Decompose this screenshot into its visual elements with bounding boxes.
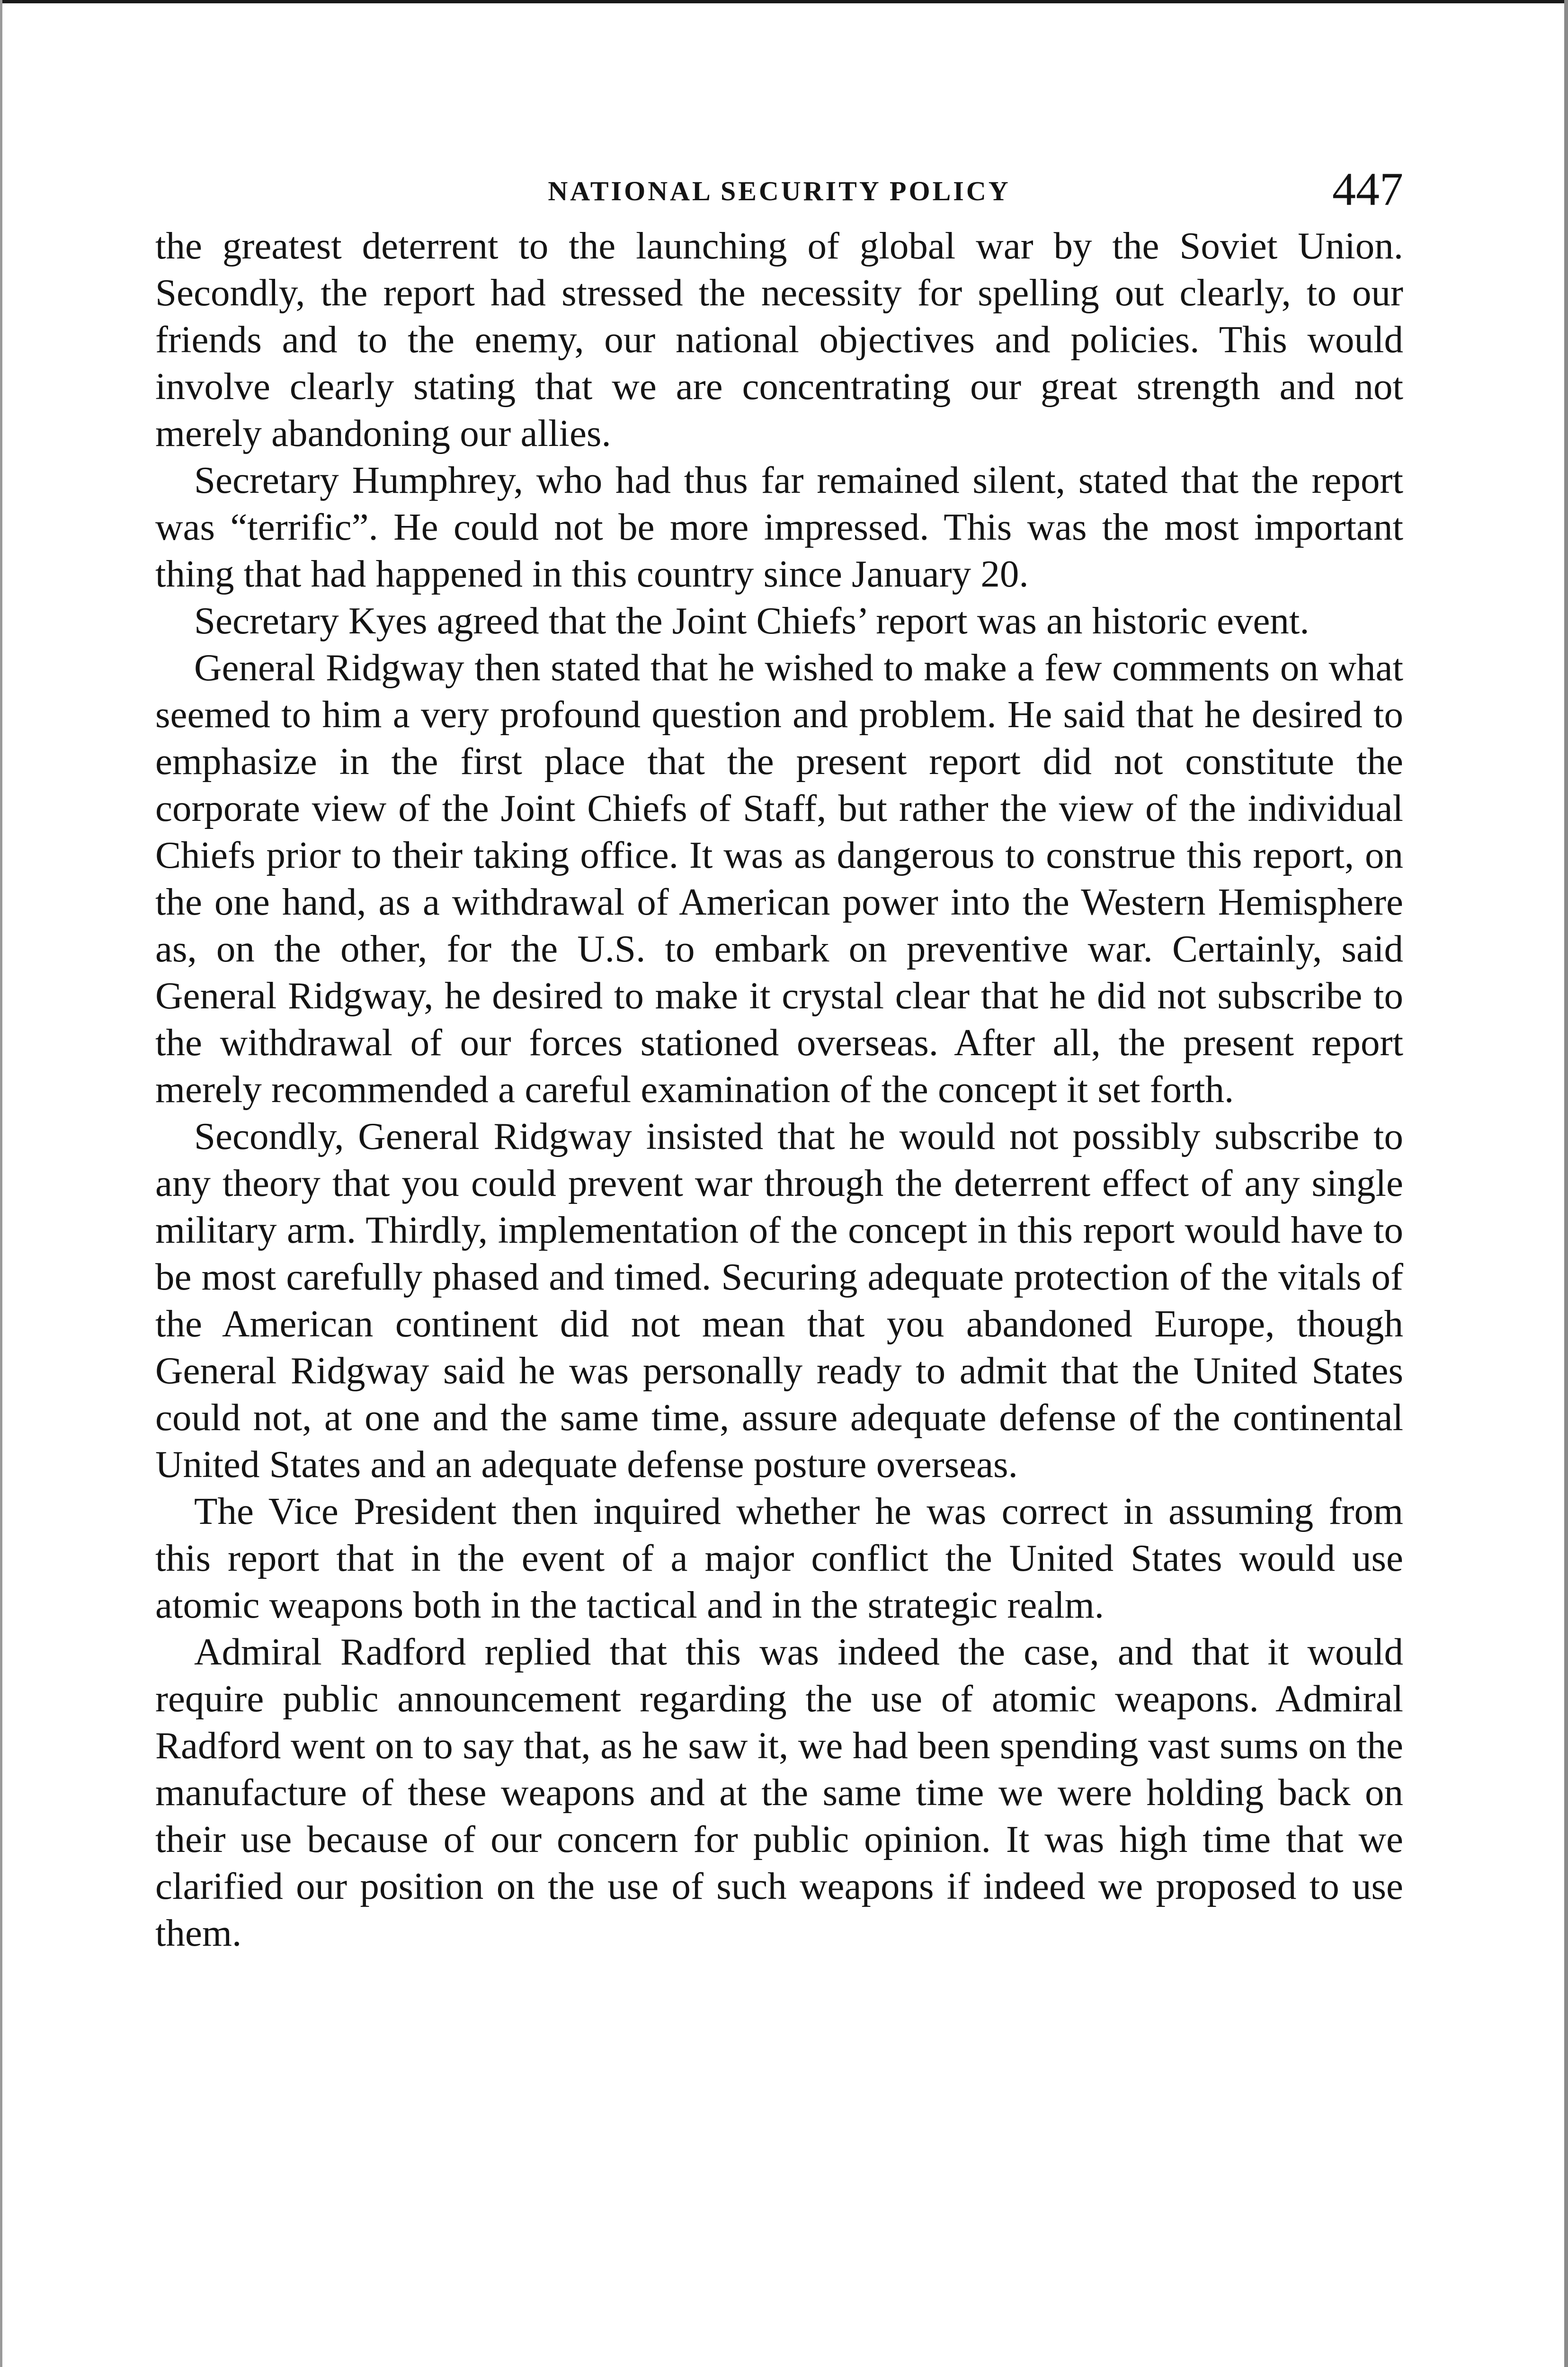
scan-edge-right [1564, 0, 1568, 2367]
paragraph-continued: the greatest deterrent to the launching of global war by the Soviet Union. Secondly, the report had stressed the necessity for spelling out clearly, to our friends and to the enemy, our national objectives and policies. This would involve clearly stating that we are concentrating our great strength and not merely abandoning our allies. [155, 224, 1403, 454]
document-page [155, 161, 1403, 1957]
running-head [155, 161, 1403, 222]
paragraph-ridgway-secondly: Secondly, General Ridgway insisted that he would not possibly subscribe to any theory that you could prevent war through the deterrent effect of any single military arm. Thirdly, implementation of the concept in this report would have to be most carefully phased and timed. Securing adequate protection of the vitals of the American continent did not mean that you abandoned Europe, though General Ridgway said he was personally ready to admit that the United States could not, at one and the same time, assure adequate defense of the continental United States and an adequate defense posture overseas. [155, 1115, 1403, 1486]
paragraph-radford: Admiral Radford replied that this was indeed the case, and that it would require public announcement regarding the use of atomic weapons. Admiral Radford went on to say that, as he saw it, we had been spending vast sums on the manufacture of these weapons and at the same time we were holding back on their use because of our concern for public opinion. It was high time that we clarified our position on the use of such weapons if indeed we proposed to use them. [155, 1630, 1403, 1954]
running-title: NATIONAL SECURITY POLICY [548, 176, 1011, 206]
page-number: 447 [1332, 163, 1403, 215]
paragraph-vice-president: The Vice President then inquired whether he was correct in assuming from this report that in the event of a major conflict the United States would use atomic weapons both in the tactical and in the strategic realm. [155, 1490, 1403, 1626]
paragraph-humphrey: Secretary Humphrey, who had thus far remained silent, stated that the report was “terrific”. He could not be more impressed. This was the most important thing that had happened in this country since January 20. [155, 459, 1403, 595]
body-text [155, 222, 1403, 1957]
paragraph-kyes: Secretary Kyes agreed that the Joint Chiefs’ report was an historic event. [194, 599, 1310, 642]
paragraph-ridgway-comments: General Ridgway then stated that he wished to make a few comments on what seemed to him a very profound question and problem. He said that he desired to emphasize in the first place that the present report did not constitute the corporate view of the Joint Chiefs of Staff, but rather the view of the individual Chiefs prior to their taking office. It was as dangerous to construe this report, on the one hand, as a withdrawal of American power into the Western Hemisphere as, on the other, for the U.S. to embark on preventive war. Certainly, said General Ridgway, he desired to make it crystal clear that he did not subscribe to the withdrawal of our forces stationed overseas. After all, the present report merely recommended a careful examination of the concept it set forth. [155, 646, 1403, 1111]
scan-edge-left [0, 0, 2, 2367]
scan-edge-top [0, 0, 1568, 3]
